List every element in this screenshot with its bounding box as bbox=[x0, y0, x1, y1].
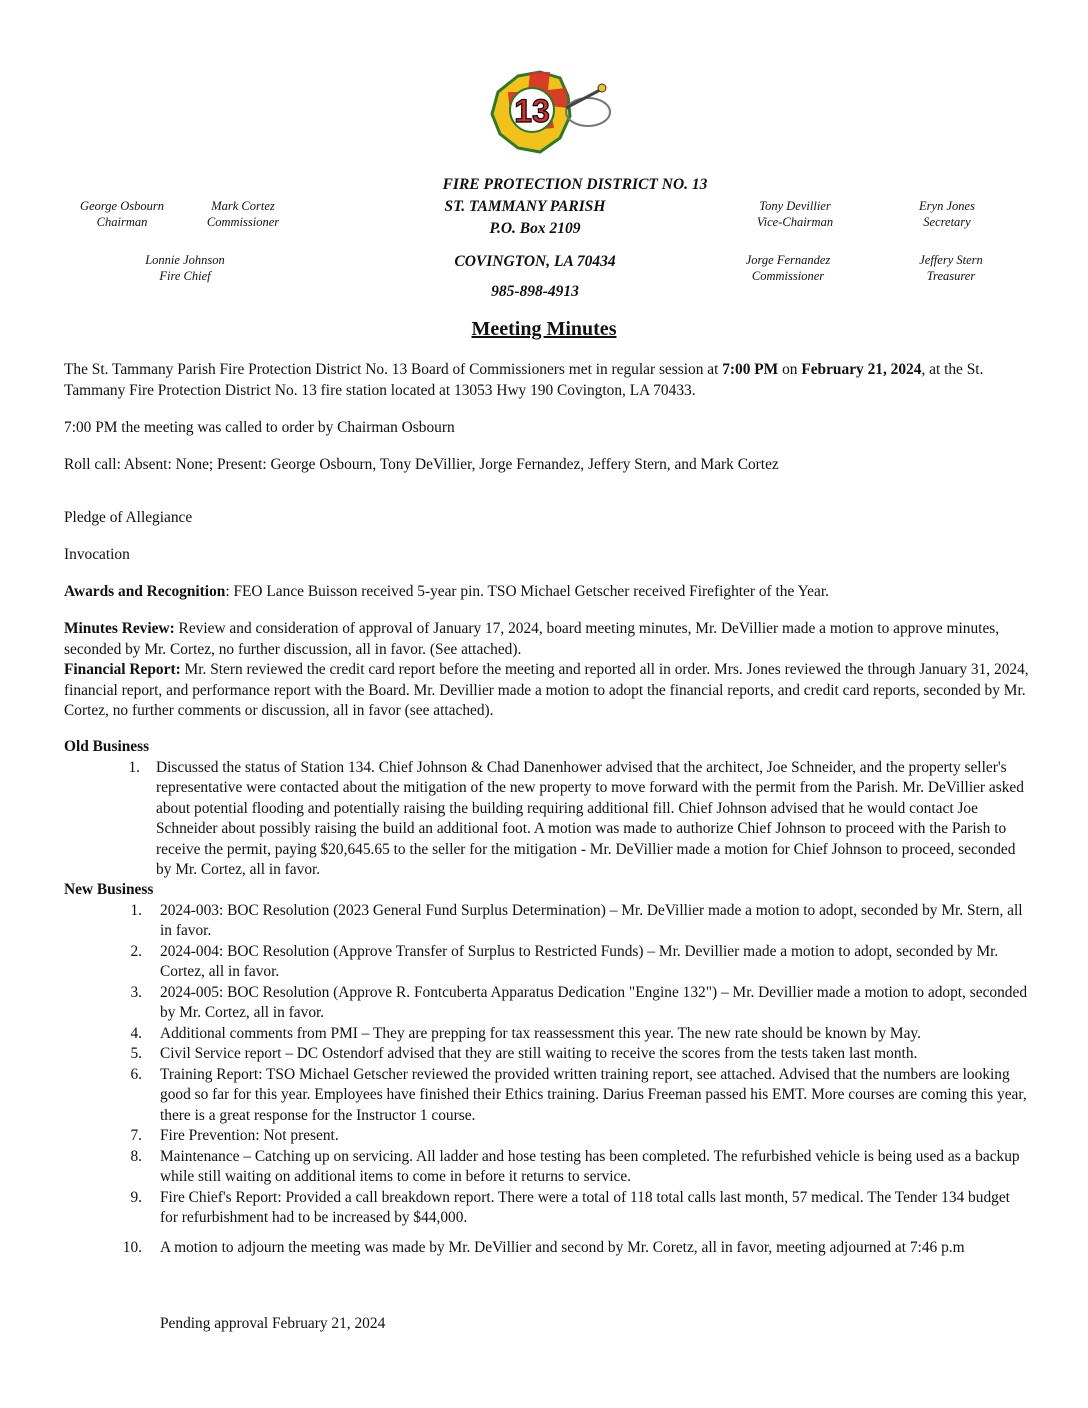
old-business-heading: Old Business bbox=[64, 738, 150, 755]
city-address: COVINGTON, LA 70434 bbox=[454, 253, 616, 270]
minutes-and-financial bbox=[64, 619, 1030, 722]
item-number: 5. bbox=[130, 1045, 142, 1062]
official-secretary bbox=[892, 198, 1002, 230]
list-item bbox=[64, 1126, 1030, 1147]
official-name: Jeffery Stern bbox=[919, 253, 983, 267]
po-box: P.O. Box 2109 bbox=[489, 220, 581, 237]
list-item bbox=[64, 1044, 1030, 1065]
org-name-line1: FIRE PROTECTION DISTRICT NO. 13 bbox=[442, 176, 708, 193]
official-name: Lonnie Johnson bbox=[145, 253, 225, 267]
roll-call: Roll call: Absent: None; Present: George Osbourn, Tony DeVillier, Jorge Fernandez, Jeffery Stern, and Mark Cortez bbox=[64, 456, 779, 473]
awards-recognition: Awards and Recognition: FEO Lance Buisson received 5-year pin. TSO Michael Getscher received Firefighter of the Year. bbox=[64, 583, 829, 600]
list-item bbox=[64, 983, 1030, 1024]
official-treasurer bbox=[896, 252, 1006, 284]
item-text: Civil Service report – DC Ostendorf advised that they are still waiting to receive the scores from the tests taken last month. bbox=[160, 1045, 918, 1062]
old-business-section bbox=[64, 737, 1030, 881]
item-number: 6. bbox=[130, 1065, 142, 1083]
official-role: Chairman bbox=[96, 215, 148, 229]
item-text: Additional comments from PMI – They are prepping for tax reassessment this year. The new rate should be known by May. bbox=[160, 1024, 921, 1042]
page-title: Meeting Minutes bbox=[471, 318, 617, 340]
item-text: Fire Prevention: Not present. bbox=[160, 1127, 339, 1144]
item-text: 2024-004: BOC Resolution (Approve Transfer of Surplus to Restricted Funds) – Mr. Devillier made a motion to adopt, seconded by Mr. Cortez, all in favor. bbox=[160, 942, 999, 980]
item-number: 8. bbox=[130, 1147, 142, 1165]
list-item bbox=[64, 901, 1030, 942]
list-item bbox=[64, 1147, 1030, 1188]
official-role: Treasurer bbox=[926, 269, 976, 283]
item-number: 1. bbox=[130, 901, 142, 919]
list-item bbox=[64, 758, 1030, 881]
intro-paragraph: The St. Tammany Parish Fire Protection District No. 13 Board of Commissioners met in regular session at 7:00 PM on February 21, 2024, at the St. Tammany Fire Protection District No. 13 fire station located at 13053 Hwy 190 Covington, LA 70433. bbox=[64, 361, 984, 399]
item-number: 1. bbox=[128, 758, 140, 776]
item-number: 4. bbox=[130, 1024, 142, 1042]
item-text: A motion to adjourn the meeting was made by Mr. DeVillier and second by Mr. Coretz, all in favor, meeting adjourned at 7:46 p.m bbox=[160, 1238, 965, 1256]
item-number: 7. bbox=[130, 1127, 142, 1144]
list-item bbox=[64, 1188, 1030, 1229]
official-role: Commissioner bbox=[751, 269, 825, 283]
new-business-section bbox=[64, 880, 1030, 1258]
phone-number: 985-898-4913 bbox=[491, 283, 579, 300]
item-text: 2024-005: BOC Resolution (Approve R. Fontcuberta Apparatus Dedication "Engine 132") – Mr. Devillier made a motion to adopt, seconded by Mr. Cortez, all in favor. bbox=[160, 983, 1028, 1021]
official-role: Vice-Chairman bbox=[756, 215, 834, 229]
official-role: Fire Chief bbox=[159, 269, 211, 283]
list-item bbox=[64, 942, 1030, 983]
fire-district-logo bbox=[470, 68, 620, 160]
hose-nozzle-icon bbox=[566, 84, 610, 126]
old-business-list bbox=[64, 758, 1030, 881]
official-role: Secretary bbox=[923, 215, 971, 229]
minutes-review: Minutes Review: Review and consideration of approval of January 17, 2024, board meeting minutes, Mr. DeVillier made a motion to approve minutes, seconded by Mr. Cortez, no further discussion, all in favor. (See attached). bbox=[64, 620, 1000, 658]
org-name-line2: ST. TAMMANY PARISH bbox=[444, 198, 606, 215]
svg-text:13: 13 bbox=[514, 93, 550, 129]
list-item bbox=[64, 1024, 1030, 1045]
official-vice-chairman bbox=[730, 198, 860, 230]
official-commissioner-cortez bbox=[188, 198, 298, 230]
official-commissioner-fernandez bbox=[726, 252, 850, 284]
financial-report: Financial Report: Mr. Stern reviewed the credit card report before the meeting and reported all in order. Mrs. Jones reviewed the through January 31, 2024, financial report, and performance report with the Board. Mr. Devillier made a motion to adopt the financial reports, and credit card reports, seconded by Mr. Cortez, no further comments or discussion, all in favor (see attached). bbox=[64, 661, 1029, 719]
item-text: Discussed the status of Station 134. Chief Johnson & Chad Danenhower advised that the architect, Joe Schneider, and the property seller's representative were contacted about the mitigation of the new property to move forward with the permit from the Parish. Mr. DeVillier asked about potential flooding and potentially raising the building requiring additional fill. Chief Johnson advised that he would contact Joe Schneider about possibly raising the build an additional foot. A motion was made to authorize Chief Johnson to proceed with the Parish to receive the permit, paying $20,645.65 to the seller for the mitigation - Mr. DeVillier made a motion for Chief Johnson to proceed, seconded by Mr. Cortez, all in favor. bbox=[156, 758, 1024, 878]
new-business-heading: New Business bbox=[64, 881, 154, 898]
item-number: 2. bbox=[130, 942, 142, 960]
official-chairman bbox=[62, 198, 182, 230]
item-number: 9. bbox=[130, 1188, 142, 1206]
list-item bbox=[64, 1238, 1030, 1259]
call-to-order: 7:00 PM the meeting was called to order by Chairman Osbourn bbox=[64, 419, 455, 436]
new-business-list bbox=[64, 901, 1030, 1259]
pledge: Pledge of Allegiance bbox=[64, 509, 193, 526]
item-text: Fire Chief's Report: Provided a call breakdown report. There were a total of 118 total calls last month, 57 medical. The Tender 134 budget for refurbishment had to be increased by $44,000. bbox=[160, 1188, 1010, 1226]
item-text: Training Report: TSO Michael Getscher reviewed the provided written training report, see attached. Advised that the numbers are looking good so far for this year. Employees have finished their Ethics training. Darius Freeman passed his EMT. More courses are coming this year, there is a great response for the Instructor 1 course. bbox=[160, 1065, 1027, 1124]
official-name: George Osbourn bbox=[80, 199, 164, 213]
official-role: Commissioner bbox=[206, 215, 280, 229]
invocation: Invocation bbox=[64, 546, 130, 563]
official-name: Eryn Jones bbox=[919, 199, 975, 213]
maltese-cross-emblem bbox=[492, 72, 570, 152]
official-name: Mark Cortez bbox=[211, 199, 275, 213]
list-item bbox=[64, 1065, 1030, 1127]
item-number: 10. bbox=[122, 1238, 142, 1256]
official-fire-chief bbox=[120, 252, 250, 284]
item-text: Maintenance – Catching up on servicing. All ladder and hose testing has been completed. The refurbished vehicle is being used as a backup while still waiting on additional items to come in before it returns to service. bbox=[160, 1147, 1020, 1185]
official-name: Jorge Fernandez bbox=[745, 253, 831, 267]
item-number: 3. bbox=[130, 983, 142, 1001]
official-name: Tony Devillier bbox=[759, 199, 831, 213]
item-text: 2024-003: BOC Resolution (2023 General Fund Surplus Determination) – Mr. DeVillier made a motion to adopt, seconded by Mr. Stern, all in favor. bbox=[160, 901, 1023, 939]
pending-approval-note: Pending approval February 21, 2024 bbox=[160, 1315, 386, 1332]
